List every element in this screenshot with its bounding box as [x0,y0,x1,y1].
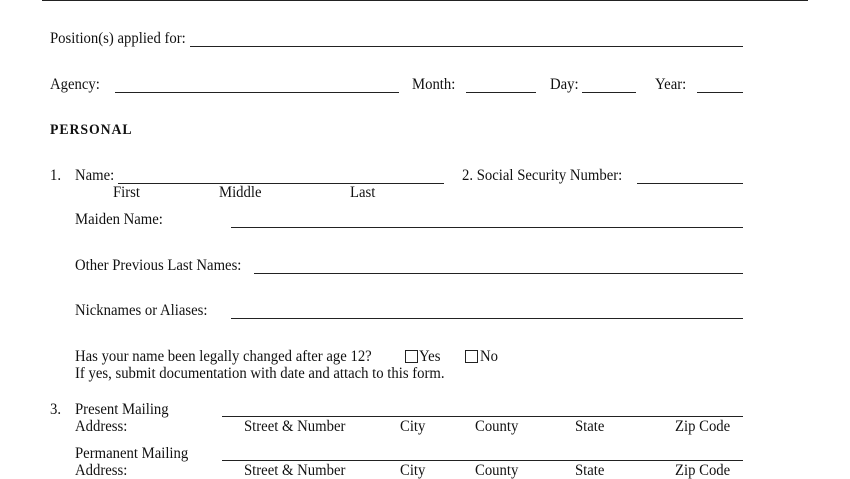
no-label: No [480,348,498,365]
documentation-note: If yes, submit documentation with date and attach to this form. [75,365,445,382]
permanent-address-label: Address: [75,462,128,479]
first-label: First [113,184,140,201]
item3-number: 3. [50,401,62,418]
permanent-col-county: County [475,462,519,479]
positions-label: Position(s) applied for: [50,30,186,47]
day-label: Day: [550,76,579,93]
maiden-label: Maiden Name: [75,211,163,228]
permanent-col-city: City [400,462,426,479]
present-col-zip: Zip Code [675,418,731,435]
permanent-col-zip: Zip Code [675,462,731,479]
permanent-mailing-label: Permanent Mailing [75,445,189,462]
yes-checkbox[interactable] [405,350,418,363]
day-field[interactable] [582,92,636,93]
present-col-county: County [475,418,519,435]
permanent-col-state: State [575,462,605,479]
nicknames-field[interactable] [231,318,743,319]
top-rule [42,0,808,1]
positions-field[interactable] [190,46,743,47]
month-field[interactable] [466,92,536,93]
month-label: Month: [412,76,456,93]
ssn-field[interactable] [637,183,743,184]
no-checkbox[interactable] [465,350,478,363]
present-col-street: Street & Number [244,418,346,435]
nicknames-label: Nicknames or Aliases: [75,302,208,319]
present-col-state: State [575,418,605,435]
item1-number: 1. [50,167,62,184]
other-names-label: Other Previous Last Names: [75,257,242,274]
section-title: PERSONAL [50,122,133,138]
permanent-address-field[interactable] [222,460,743,461]
present-mailing-label: Present Mailing [75,401,169,418]
present-address-field[interactable] [222,416,743,417]
permanent-col-street: Street & Number [244,462,346,479]
other-names-field[interactable] [254,273,743,274]
name-label: Name: [75,167,115,184]
present-col-city: City [400,418,426,435]
middle-label: Middle [219,184,262,201]
agency-label: Agency: [50,76,100,93]
legal-change-label: Has your name been legally changed after age 12? [75,348,372,365]
ssn-label: 2. Social Security Number: [462,167,623,184]
agency-field[interactable] [115,92,399,93]
name-field[interactable] [118,183,444,184]
maiden-field[interactable] [231,227,743,228]
year-field[interactable] [697,92,743,93]
last-label: Last [350,184,376,201]
year-label: Year: [655,76,687,93]
present-address-label: Address: [75,418,128,435]
yes-label: Yes [419,348,441,365]
